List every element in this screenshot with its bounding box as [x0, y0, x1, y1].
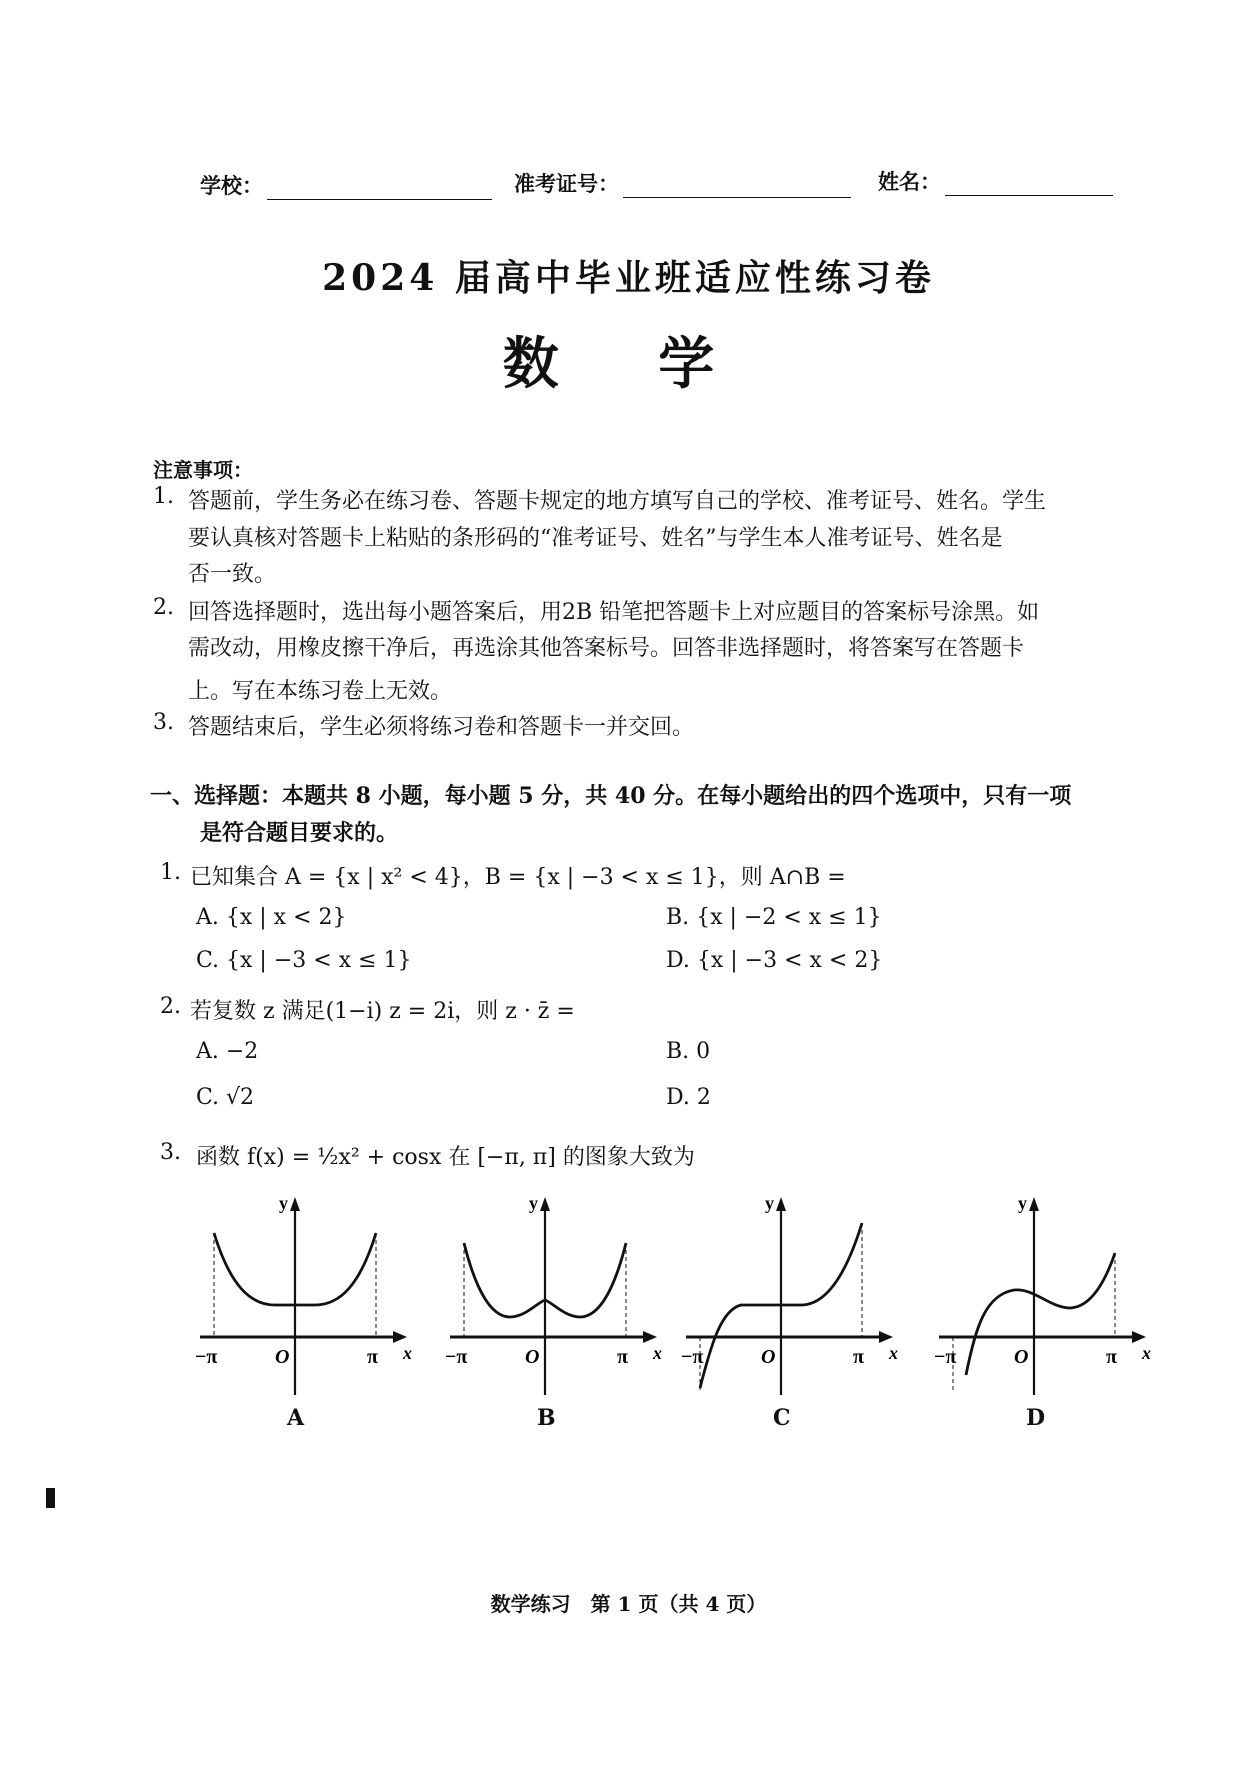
pi-label: π — [617, 1346, 628, 1368]
notice-num: 2. — [153, 595, 174, 620]
graph-svg — [425, 1195, 665, 1435]
neg-pi-label: −π — [681, 1346, 704, 1368]
x-label: x — [889, 1343, 898, 1363]
origin-label: O — [761, 1346, 776, 1368]
option-c[interactable]: C. √2 — [196, 1085, 255, 1110]
graph-label: B — [537, 1405, 556, 1431]
y-label: y — [1018, 1195, 1027, 1213]
graph-option-a[interactable] — [175, 1195, 415, 1439]
name-field[interactable] — [878, 166, 1113, 196]
neg-pi-label: −π — [195, 1346, 218, 1368]
option-d[interactable]: D. {x | −3 < x < 2} — [666, 948, 883, 973]
origin-label: O — [1014, 1346, 1029, 1368]
notice-line: 答题前，学生务必在练习卷、答题卡规定的地方填写自己的学校、准考证号、姓名。学生 — [188, 489, 1047, 514]
graph-svg — [914, 1195, 1154, 1435]
graph-option-b[interactable] — [425, 1195, 665, 1439]
y-label: y — [765, 1195, 774, 1213]
question-3-stem: 函数 f(x) = ½x² + cosx 在 [−π, π] 的图象大致为 — [196, 1145, 695, 1170]
graph-svg — [175, 1195, 415, 1435]
scan-mark — [46, 1488, 55, 1508]
y-label: y — [529, 1195, 538, 1213]
section-heading-cont: 是符合题目要求的。 — [200, 820, 399, 846]
notice-num: 3. — [153, 710, 174, 735]
pi-label: π — [1106, 1346, 1117, 1368]
notice-line: 回答选择题时，选出每小题答案后，用2B 铅笔把答题卡上对应题目的答案标号涂黑。如 — [188, 600, 1040, 625]
x-label: x — [653, 1343, 662, 1363]
exam-title: 2024 届高中毕业班适应性练习卷 — [322, 257, 935, 299]
neg-pi-label: −π — [445, 1346, 468, 1368]
section-heading: 一、选择题：本题共 8 小题，每小题 5 分，共 40 分。在每小题给出的四个选项中，只有一项 — [150, 783, 1072, 809]
option-a[interactable]: A. −2 — [196, 1039, 259, 1064]
school-field[interactable] — [200, 170, 492, 200]
subject-title: 数 学 — [502, 331, 755, 397]
option-d[interactable]: D. 2 — [666, 1085, 711, 1110]
notice-line: 上。写在本练习卷上无效。 — [188, 679, 453, 704]
option-a[interactable]: A. {x | x < 2} — [196, 905, 347, 930]
school-label: 学校： — [200, 173, 263, 198]
notice-line: 否一致。 — [188, 562, 277, 587]
y-arrow-icon — [290, 1197, 300, 1211]
graph-label: A — [287, 1405, 305, 1431]
origin-label: O — [275, 1346, 290, 1368]
exam-id-field[interactable] — [514, 168, 851, 198]
y-arrow-icon — [540, 1197, 550, 1211]
x-arrow-icon — [879, 1331, 893, 1343]
y-label: y — [279, 1195, 288, 1213]
question-3-number: 3. — [160, 1140, 181, 1165]
exam-id-label: 准考证号： — [514, 171, 619, 196]
exam-id-input-line[interactable] — [623, 177, 851, 198]
y-arrow-icon — [1029, 1197, 1039, 1211]
x-arrow-icon — [643, 1331, 657, 1343]
notice-line: 需改动，用橡皮擦干净后，再选涂其他答案标号。回答非选择题时，将答案写在答题卡 — [188, 636, 1025, 661]
y-arrow-icon — [776, 1197, 786, 1211]
page-footer: 数学练习 第 1 页（共 4 页） — [490, 1592, 767, 1616]
notice-line: 要认真核对答题卡上粘贴的条形码的“准考证号、姓名”与学生本人准考证号、姓名是 — [188, 526, 1003, 551]
graph-svg — [661, 1195, 901, 1435]
origin-label: O — [525, 1346, 540, 1368]
pi-label: π — [367, 1346, 378, 1368]
question-2-stem: 若复数 z 满足(1−i) z = 2i，则 z · z̄ = — [190, 999, 575, 1024]
option-c[interactable]: C. {x | −3 < x ≤ 1} — [196, 948, 412, 973]
question-1-number: 1. — [160, 860, 181, 885]
question-2-number: 2. — [160, 994, 181, 1019]
name-input-line[interactable] — [945, 175, 1113, 196]
neg-pi-label: −π — [934, 1346, 957, 1368]
name-label: 姓名： — [878, 169, 941, 194]
graph-option-c[interactable] — [661, 1195, 901, 1439]
option-b[interactable]: B. 0 — [666, 1039, 711, 1064]
option-b[interactable]: B. {x | −2 < x ≤ 1} — [666, 905, 882, 930]
graph-option-d[interactable] — [914, 1195, 1154, 1439]
x-label: x — [1142, 1343, 1151, 1363]
x-arrow-icon — [1132, 1331, 1146, 1343]
graph-label: C — [773, 1405, 791, 1431]
graph-label: D — [1026, 1405, 1046, 1431]
notice-line: 答题结束后，学生必须将练习卷和答题卡一并交回。 — [188, 715, 695, 740]
question-1-stem: 已知集合 A = {x | x² < 4}，B = {x | −3 < x ≤ 1}，则 A∩B = — [190, 865, 846, 890]
notice-num: 1. — [153, 484, 174, 509]
x-arrow-icon — [393, 1331, 407, 1343]
pi-label: π — [853, 1346, 864, 1368]
school-input-line[interactable] — [267, 179, 492, 200]
notice-heading: 注意事项： — [153, 458, 253, 482]
x-label: x — [403, 1343, 412, 1363]
function-curve — [966, 1253, 1115, 1375]
